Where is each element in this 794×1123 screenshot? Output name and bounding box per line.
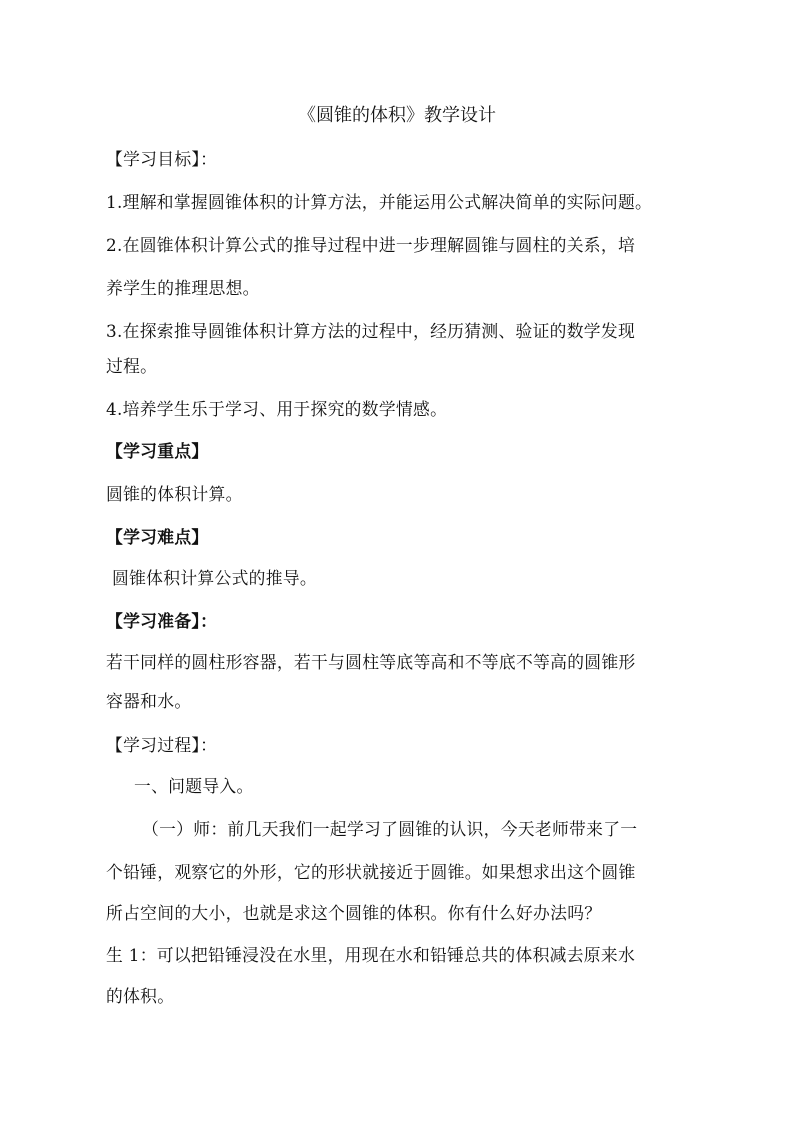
- key-point-text: 圆锥的体积计算。: [106, 484, 243, 504]
- objective-1: 1.理解和掌握圆锥体积的计算方法，并能运用公式解决简单的实际问题。: [106, 192, 653, 212]
- difficulty-text: 圆锥体积计算公式的推导。: [112, 568, 317, 588]
- objective-2-line-2: 养学生的推理思想。: [106, 278, 260, 298]
- preparation-line-2: 容器和水。: [106, 691, 192, 711]
- objective-3-line-2: 过程。: [106, 356, 158, 376]
- preparation-heading: 【学习准备】：: [106, 611, 218, 631]
- objective-3-line-1: 3.在探索推导圆锥体积计算方法的过程中，经历猜测、验证的数学发现: [106, 321, 636, 341]
- objective-2-line-1: 2.在圆锥体积计算公式的推导过程中进一步理解圆锥与圆柱的关系，培: [106, 235, 636, 255]
- difficulty-heading: 【学习难点】: [106, 527, 209, 547]
- section-1-title: 一、问题导入。: [134, 776, 254, 796]
- objectives-heading: 【学习目标】：: [106, 149, 218, 169]
- paragraph-1-line-3: 所占空间的大小，也就是求这个圆锥的体积。你有什么好办法吗？: [106, 903, 602, 923]
- document-title: 《圆锥的体积》教学设计: [298, 105, 496, 126]
- key-point-heading: 【学习重点】: [106, 441, 209, 461]
- student-1-line-1: 生 1：可以把铅锤浸没在水里，用现在水和铅锤总共的体积减去原来水: [106, 945, 636, 965]
- paragraph-1-line-1: （一）师：前几天我们一起学习了圆锥的认识，今天老师带来了一: [142, 819, 638, 839]
- paragraph-1-line-2: 个铅锤，观察它的外形，它的形状就接近于圆锥。如果想求出这个圆锥: [106, 862, 636, 882]
- process-heading: 【学习过程】：: [106, 735, 218, 755]
- objective-4: 4.培养学生乐于学习、用于探究的数学情感。: [106, 399, 448, 419]
- preparation-line-1: 若干同样的圆柱形容器，若干与圆柱等底等高和不等底不等高的圆锥形: [106, 652, 636, 672]
- student-1-line-2: 的体积。: [106, 986, 175, 1006]
